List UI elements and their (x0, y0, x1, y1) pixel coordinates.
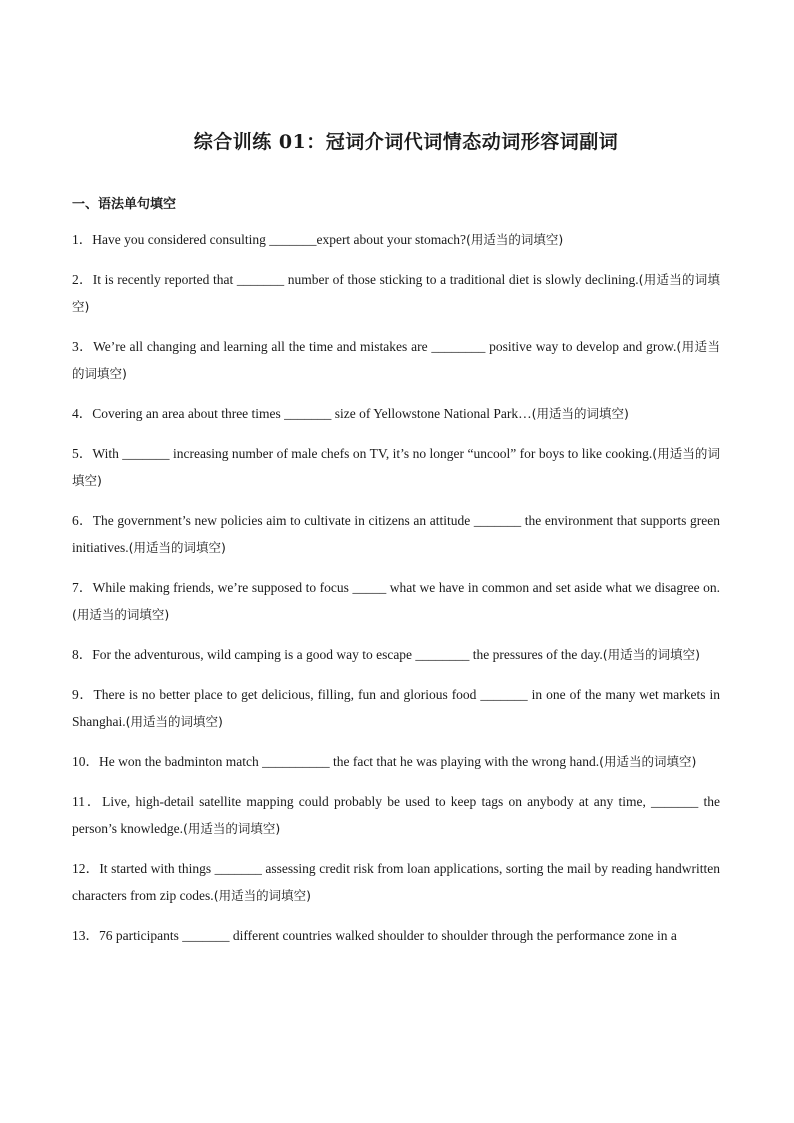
question-text: While making friends, we’re supposed to focus _____ what we have in common and set aside what we disagree on. (92, 580, 720, 595)
question-hint: (用适当的词填空) (602, 647, 701, 662)
question-text: The government’s new policies aim to cultivate in citizens an attitude _______ the environment that supports green initiatives. (72, 513, 721, 555)
question-text: Have you considered consulting _______expert about your stomach? (92, 232, 467, 247)
question-number: 11． (72, 794, 103, 809)
question-text: With _______ increasing number of male chefs on TV, it’s no longer “uncool” for boys to like cooking. (92, 446, 653, 461)
page-title: 综合训练 01：冠词介词代词情态动词形容词副词 (193, 131, 619, 153)
question-text: Covering an area about three times _______ size of Yellowstone National Park… (92, 406, 532, 421)
question-text: It is recently reported that _______ number of those sticking to a traditional diet is slowly declining. (92, 272, 639, 287)
question-item (72, 400, 720, 427)
question-text: It started with things _______ assessing credit risk from loan applications, sorting the mail by reading handwritten characters from zip codes. (72, 861, 721, 903)
question-hint: (用适当的词填空) (72, 339, 720, 381)
question-item (72, 333, 720, 387)
question-number: 6． (72, 513, 93, 528)
question-hint: (用适当的词填空) (531, 406, 629, 421)
question-hint: (用适当的词填空) (125, 714, 223, 729)
question-hint: (用适当的词填空) (599, 754, 697, 769)
question-item (72, 855, 720, 909)
question-item (72, 507, 720, 561)
question-hint: (用适当的词填空) (72, 607, 170, 622)
question-text: There is no better place to get delicious, filling, fun and glorious food _______ in one of the many wet markets in Shanghai. (72, 687, 720, 729)
question-hint: (用适当的词填空) (128, 540, 226, 555)
question-hint: (用适当的词填空) (466, 232, 564, 247)
question-item (72, 748, 720, 775)
question-item (72, 788, 720, 842)
question-item (72, 226, 720, 253)
question-hint: (用适当的词填空) (72, 446, 720, 488)
question-number: 8． (72, 647, 93, 662)
question-item (72, 641, 720, 668)
question-hint: (用适当的词填空) (182, 821, 281, 836)
question-text: For the adventurous, wild camping is a good way to escape ________ the pressures of the day. (92, 647, 603, 662)
question-item (72, 574, 720, 628)
section-heading: 一、语法单句填空 (72, 197, 177, 212)
question-number: 5． (72, 446, 93, 461)
question-text: Live, high-detail satellite mapping could probably be used to keep tags on anybody at any time, _______ the person’s knowledge. (72, 794, 720, 836)
question-list (72, 226, 720, 949)
question-text: We’re all changing and learning all the time and mistakes are ________ positive way to develop and grow. (93, 339, 677, 354)
question-number: 3． (72, 339, 94, 354)
question-text: 76 participants _______ different countries walked shoulder to shoulder through the performance zone in a (99, 928, 677, 943)
question-number: 1． (72, 232, 93, 247)
question-number: 7． (72, 580, 93, 595)
question-number: 12． (72, 861, 100, 876)
question-item (72, 440, 720, 494)
question-item (72, 681, 720, 735)
question-hint: (用适当的词填空) (213, 888, 311, 903)
question-number: 13． (72, 928, 99, 943)
question-number: 4． (72, 406, 93, 421)
question-number: 10． (72, 754, 99, 769)
question-number: 9． (72, 687, 94, 702)
question-item (72, 266, 720, 320)
question-number: 2． (72, 272, 93, 287)
question-hint: (用适当的词填空) (72, 272, 720, 314)
question-text: He won the badminton match __________ the fact that he was playing with the wrong hand. (99, 754, 600, 769)
question-item (72, 922, 720, 949)
